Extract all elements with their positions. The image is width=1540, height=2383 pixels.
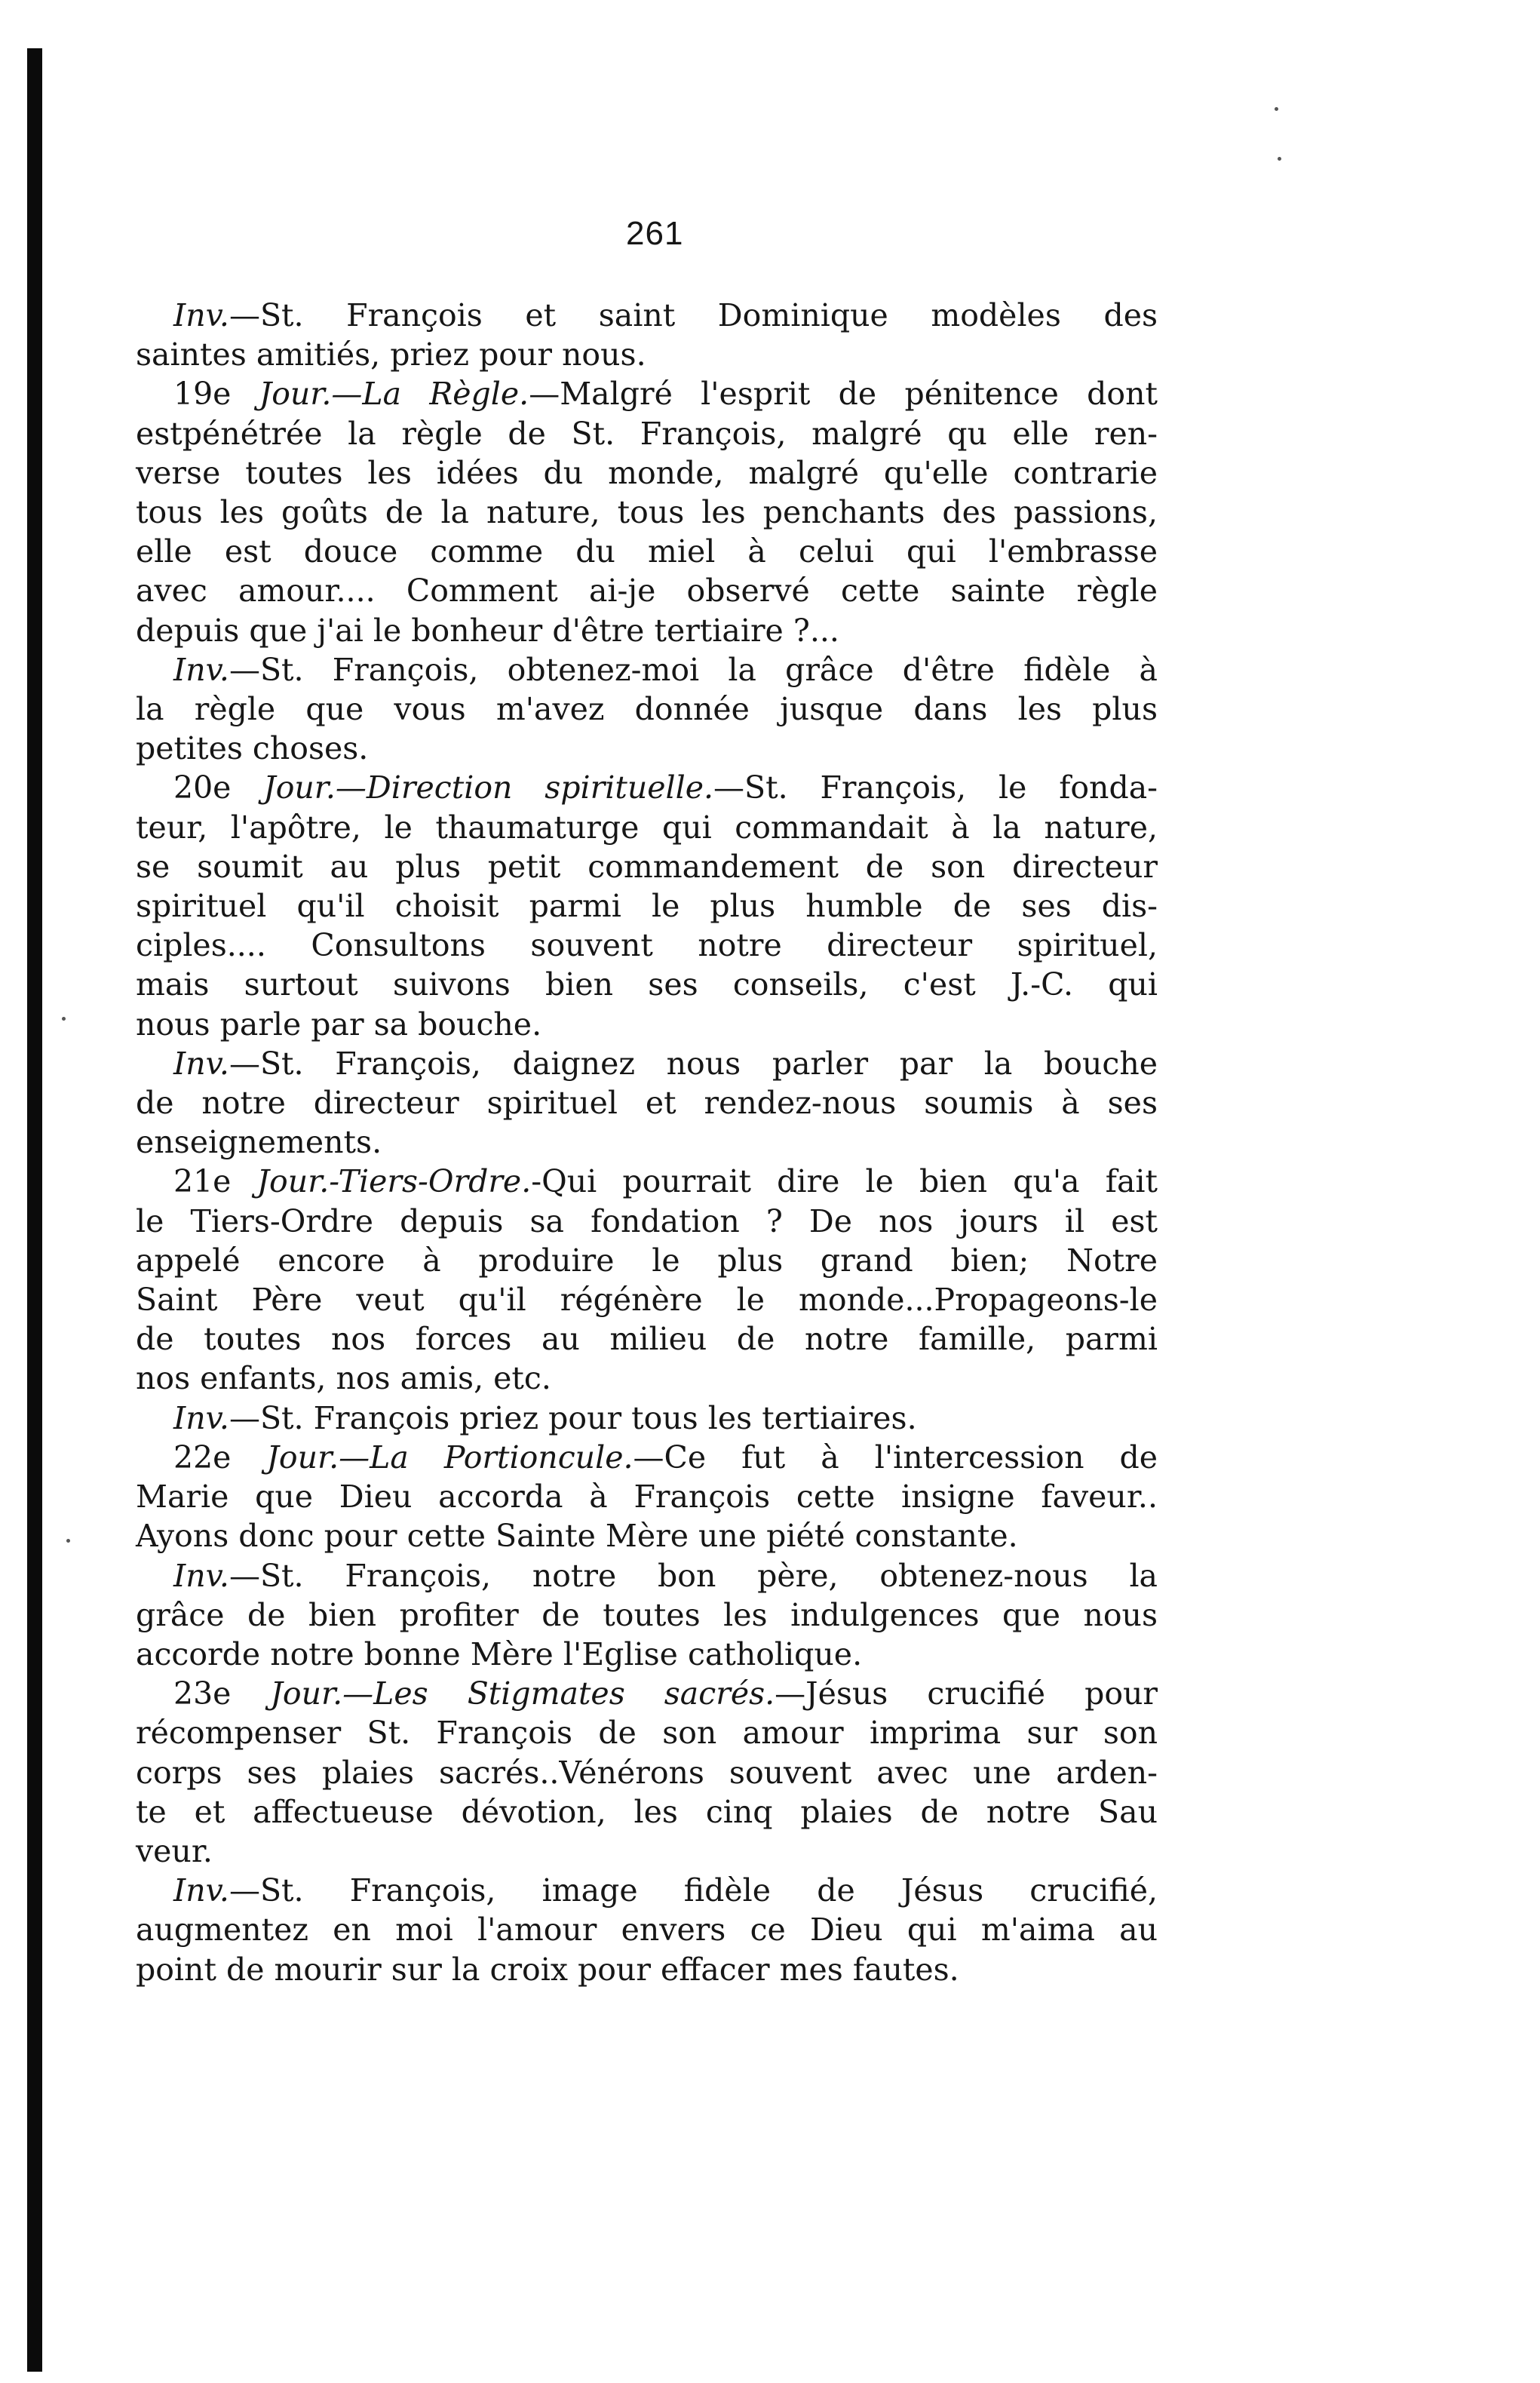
text-span: enseignements. xyxy=(136,1124,382,1161)
text-span: Marie que Dieu accorda à François cette insigne faveur.. xyxy=(136,1479,1158,1515)
text-line xyxy=(136,1871,1158,1910)
text-line xyxy=(136,650,1158,689)
italic-text: Jour.—La Portioncule. xyxy=(266,1439,633,1476)
text-line xyxy=(136,1516,1158,1555)
text-span: saintes amitiés, priez pour nous. xyxy=(136,336,646,373)
text-span: de toutes nos forces au milieu de notre famille, parmi xyxy=(136,1321,1158,1358)
scan-speck xyxy=(1278,157,1281,161)
text-line xyxy=(136,1438,1158,1477)
text-line xyxy=(136,296,1158,335)
text-span: —St. François, daignez nous parler par la bouche xyxy=(229,1045,1158,1082)
text-span: la règle que vous m'avez donnée jusque dans les plus xyxy=(136,691,1158,728)
text-line xyxy=(136,1753,1158,1792)
text-line xyxy=(136,926,1158,965)
text-span: accorde notre bonne Mère l'Eglise catholique. xyxy=(136,1635,863,1672)
text-line xyxy=(136,1477,1158,1516)
text-span: petites choses. xyxy=(136,730,369,767)
text-line xyxy=(136,1359,1158,1398)
text-span: —St. François, obtenez-moi la grâce d'être fidèle à xyxy=(229,651,1158,688)
text-line xyxy=(136,414,1158,453)
text-span: ciples.... Consultons souvent notre directeur spirituel, xyxy=(136,927,1158,964)
text-span: —St. François, image fidèle de Jésus crucifié, xyxy=(229,1872,1158,1909)
text-line xyxy=(136,729,1158,768)
italic-text: Inv. xyxy=(173,1045,229,1082)
text-line xyxy=(136,768,1158,807)
text-span: de notre directeur spirituel et rendez-nous soumis à ses xyxy=(136,1085,1158,1122)
text-span: mais surtout suivons bien ses conseils, c'est J.-C. qui xyxy=(136,966,1158,1003)
text-line xyxy=(136,335,1158,374)
text-span: -Qui pourrait dire le bien qu'a fait xyxy=(531,1163,1158,1200)
text-span: verse toutes les idées du monde, malgré qu'elle contrarie xyxy=(136,454,1158,491)
italic-text: Inv. xyxy=(173,1557,229,1594)
italic-text: Jour.—La Règle. xyxy=(259,376,529,413)
text-line xyxy=(136,453,1158,493)
text-span: veur. xyxy=(136,1832,213,1869)
text-span: point de mourir sur la croix pour effacer mes fautes. xyxy=(136,1951,959,1988)
text-line xyxy=(136,1832,1158,1871)
text-span: —Ce fut à l'intercession de xyxy=(633,1439,1158,1476)
text-line xyxy=(136,1280,1158,1319)
text-span: corps ses plaies sacrés..Vénérons souvent avec une arden- xyxy=(136,1754,1158,1791)
text-line xyxy=(136,689,1158,729)
text-line xyxy=(136,532,1158,571)
text-span: nous parle par sa bouche. xyxy=(136,1006,542,1043)
text-span: avec amour.... Comment ai-je observé cette sainte règle xyxy=(136,573,1158,610)
text-span: teur, l'apôtre, le thaumaturge qui commandait à la nature, xyxy=(136,809,1158,846)
text-span: —Jésus crucifié pour xyxy=(775,1675,1158,1712)
page-number: 261 xyxy=(626,215,684,252)
text-span: Ayons donc pour cette Sainte Mère une piété constante. xyxy=(136,1518,1018,1555)
text-line xyxy=(136,1399,1158,1438)
text-line xyxy=(136,493,1158,532)
italic-text: Jour.—Direction spirituelle. xyxy=(263,769,714,806)
text-line xyxy=(136,1635,1158,1674)
text-line xyxy=(136,1044,1158,1083)
text-line xyxy=(136,611,1158,650)
italic-text: Inv. xyxy=(173,651,229,688)
text-span: —St. François et saint Dominique modèles des xyxy=(229,297,1158,333)
text-line xyxy=(136,1241,1158,1280)
text-span: appelé encore à produire le plus grand bien; Notre xyxy=(136,1242,1158,1279)
text-line xyxy=(136,1910,1158,1949)
italic-text: Jour.-Tiers-Ordre. xyxy=(256,1163,532,1200)
text-line xyxy=(136,1556,1158,1595)
text-span: —St. François, notre bon père, obtenez-nous la xyxy=(229,1557,1158,1594)
text-span: le Tiers-Ordre depuis sa fondation ? De nos jours il est xyxy=(136,1202,1158,1239)
body-text xyxy=(136,296,1158,1989)
italic-text: Inv. xyxy=(173,1399,229,1436)
text-line xyxy=(136,1005,1158,1044)
text-line xyxy=(136,886,1158,926)
text-line xyxy=(136,965,1158,1004)
text-line xyxy=(136,1792,1158,1832)
text-span: —St. François priez pour tous les tertiaires. xyxy=(229,1399,917,1436)
scan-speck xyxy=(66,1539,70,1543)
binding-edge xyxy=(27,48,42,2372)
italic-text: Inv. xyxy=(173,1872,229,1909)
text-span: récompenser St. François de son amour imprima sur son xyxy=(136,1715,1158,1752)
text-span: 23e xyxy=(173,1675,271,1712)
text-span: —Malgré l'esprit de pénitence dont xyxy=(529,376,1158,413)
scan-speck xyxy=(1275,107,1278,111)
text-line xyxy=(136,1083,1158,1122)
text-span: grâce de bien profiter de toutes les indulgences que nous xyxy=(136,1596,1158,1633)
text-line xyxy=(136,1319,1158,1359)
text-line xyxy=(136,1202,1158,1241)
italic-text: Inv. xyxy=(173,297,229,333)
text-span: se soumit au plus petit commandement de son directeur xyxy=(136,848,1158,885)
text-line xyxy=(136,1950,1158,1989)
text-span: elle est douce comme du miel à celui qui l'embrasse xyxy=(136,533,1158,570)
text-line xyxy=(136,374,1158,413)
text-line xyxy=(136,1713,1158,1752)
text-line xyxy=(136,1674,1158,1713)
text-line xyxy=(136,571,1158,610)
text-span: 20e xyxy=(173,769,264,806)
text-span: estpénétrée la règle de St. François, malgré qu elle ren- xyxy=(136,415,1158,452)
scan-speck xyxy=(62,1017,66,1021)
text-line xyxy=(136,1162,1158,1201)
text-span: —St. François, le fonda- xyxy=(713,769,1158,806)
italic-text: Jour.—Les Stigmates sacrés. xyxy=(270,1675,775,1712)
text-span: spirituel qu'il choisit parmi le plus humble de ses dis- xyxy=(136,888,1158,925)
text-line xyxy=(136,1595,1158,1635)
text-line xyxy=(136,808,1158,847)
text-span: te et affectueuse dévotion, les cinq plaies de notre Sau xyxy=(136,1793,1158,1830)
text-line xyxy=(136,1122,1158,1162)
text-span: augmentez en moi l'amour envers ce Dieu qui m'aima au xyxy=(136,1912,1158,1948)
text-span: depuis que j'ai le bonheur d'être tertiaire ?... xyxy=(136,612,839,649)
text-span: nos enfants, nos amis, etc. xyxy=(136,1360,551,1397)
text-line xyxy=(136,847,1158,886)
text-span: 19e xyxy=(173,376,259,413)
text-span: Saint Père veut qu'il régénère le monde...Propageons-le xyxy=(136,1282,1158,1319)
text-span: 22e xyxy=(173,1439,267,1476)
text-span: tous les goûts de la nature, tous les penchants des passions, xyxy=(136,494,1158,531)
text-span: 21e xyxy=(173,1163,257,1200)
